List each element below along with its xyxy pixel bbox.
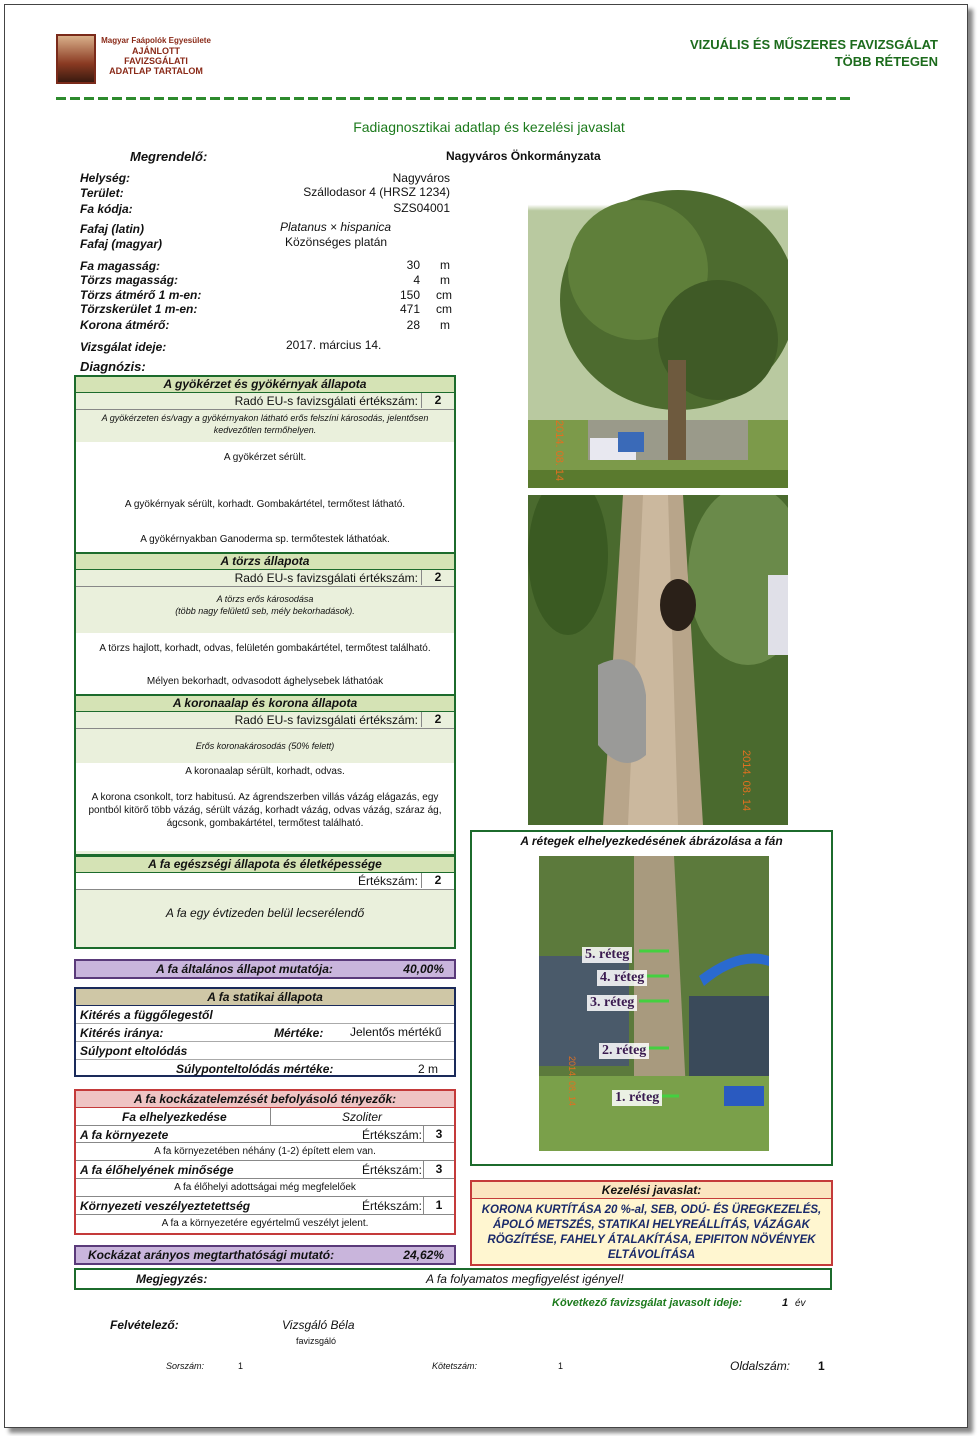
crown-score-row bbox=[76, 712, 454, 729]
risk-position-value: Szoliter bbox=[342, 1110, 383, 1124]
risk-env-text: A fa környezetében néhány (1-2) épített elem van. bbox=[76, 1143, 454, 1161]
helyseg-label: Helység: bbox=[80, 171, 131, 185]
treatment-box bbox=[470, 1180, 833, 1266]
diagnosis-label: Diagnózis: bbox=[80, 359, 146, 374]
ratio-index-value: 24,62% bbox=[403, 1248, 444, 1262]
layer-2-label: 2. réteg bbox=[599, 1043, 649, 1059]
trunk-diam-label: Törzs átmérő 1 m-en: bbox=[80, 288, 202, 302]
terulet-label: Terület: bbox=[80, 186, 124, 200]
footer-sorszam-label: Sorszám: bbox=[166, 1361, 205, 1371]
date-label: Vizsgálat ideje: bbox=[80, 340, 167, 354]
root-section bbox=[74, 375, 456, 555]
risk-position-row bbox=[76, 1108, 454, 1126]
crown-text-2: A korona csonkolt, torz habitusú. Az ágrendszerben villás vázág elágazás, egy pontból kitörő több vázág, sérült vázág, korhadt vázág, odvas vázág, száraz ág, ágcsonk, gombakártétel, termőtest található. bbox=[88, 792, 442, 829]
crown-section bbox=[74, 694, 456, 856]
static-measure-label: Mértéke: bbox=[274, 1026, 324, 1040]
header-divider bbox=[56, 97, 852, 100]
trunk-height-label: Törzs magasság: bbox=[80, 273, 179, 287]
root-score-value: 2 bbox=[421, 393, 454, 408]
next-exam-unit: év bbox=[795, 1298, 806, 1309]
risk-env-row bbox=[76, 1126, 454, 1143]
trunk-text-1: A törzs hajlott, korhadt, odvas, felületén gombakártétel, termőtest található. bbox=[99, 643, 431, 654]
static-cg-label: Súlypont eltolódás bbox=[80, 1044, 188, 1058]
recorder-role: favizsgáló bbox=[296, 1336, 337, 1346]
crown-summary: Erős koronakárosodás (50% felett) bbox=[195, 741, 335, 751]
logo-line2: FAVIZSGÁLATI bbox=[124, 56, 188, 66]
terulet-value: Szállodasor 4 (HRSZ 1234) bbox=[303, 185, 450, 199]
health-heading: A fa egészségi állapota és életképessége bbox=[76, 857, 454, 873]
layers-photo-image bbox=[539, 856, 769, 1151]
trunk-circ-label: Törzskerület 1 m-en: bbox=[80, 302, 198, 316]
next-exam-value: 1 bbox=[782, 1297, 789, 1309]
logo-line1: AJÁNLOTT bbox=[132, 46, 180, 56]
general-index-value: 40,00% bbox=[403, 962, 444, 976]
risk-position-label: Fa elhelyezkedése bbox=[122, 1110, 227, 1124]
crown-text-1: A koronaalap sérült, korhadt, odvas. bbox=[185, 766, 345, 777]
tree-photo-full bbox=[528, 180, 788, 488]
trunk-circ-unit: cm bbox=[436, 302, 452, 316]
crown-details bbox=[76, 763, 454, 851]
root-details bbox=[76, 442, 454, 552]
trunk-score-label: Radó EU-s favizsgálati értékszám: bbox=[234, 571, 418, 585]
magyar-value: Közönséges platán bbox=[285, 235, 388, 249]
static-row-2 bbox=[76, 1024, 454, 1042]
root-text-1: A gyökérzet sérült. bbox=[223, 452, 307, 463]
health-score-value: 2 bbox=[421, 873, 454, 888]
note-label: Megjegyzés: bbox=[136, 1272, 208, 1286]
footer-oldal-value: 1 bbox=[818, 1359, 825, 1373]
trunk-details bbox=[76, 633, 454, 695]
latin-label: Fafaj (latin) bbox=[80, 222, 145, 236]
crown-heading: A koronaalap és korona állapota bbox=[76, 696, 454, 712]
risk-section bbox=[74, 1089, 456, 1235]
logo-line3: ADATLAP TARTALOM bbox=[109, 66, 203, 76]
trunk-diam-value: 150 bbox=[399, 288, 420, 302]
trunk-photo-image bbox=[528, 495, 788, 825]
static-measure-value: Jelentős mértékű bbox=[350, 1025, 442, 1039]
height-value: 30 bbox=[406, 258, 420, 272]
health-section bbox=[74, 855, 456, 949]
static-section bbox=[74, 987, 456, 1077]
static-cg-measure-value: 2 m bbox=[417, 1062, 438, 1076]
health-score-row bbox=[76, 873, 454, 890]
trunk-circ-value: 471 bbox=[399, 302, 420, 316]
layers-heading: A rétegek elhelyezkedésének ábrázolása a fán bbox=[520, 834, 783, 848]
layer-4-label: 4. réteg bbox=[597, 970, 647, 986]
treatment-heading: Kezelési javaslat: bbox=[472, 1182, 831, 1199]
static-row-3 bbox=[76, 1042, 454, 1060]
footer-sorszam-value: 1 bbox=[238, 1361, 244, 1371]
root-heading: A gyökérzet és gyökérnyak állapota bbox=[76, 377, 454, 393]
note-value: A fa folyamatos megfigyelést igényel! bbox=[426, 1272, 624, 1286]
crown-diam-unit: m bbox=[440, 318, 450, 332]
header-line2: TÖBB RÉTEGEN bbox=[834, 54, 938, 69]
general-index-bar bbox=[74, 959, 456, 979]
trunk-summary-2: (több nagy felületű seb, mély bekorhadások). bbox=[175, 606, 355, 616]
risk-habitat-row bbox=[76, 1161, 454, 1179]
footer-oldal-label: Oldalszám: bbox=[730, 1359, 791, 1373]
root-text-2: A gyökérnyak sérült, korhadt. Gombakártétel, termőtest látható. bbox=[124, 499, 406, 510]
kod-label: Fa kódja: bbox=[80, 202, 133, 216]
risk-env-score-label: Értékszám: bbox=[362, 1128, 423, 1142]
risk-danger-row bbox=[76, 1197, 454, 1215]
treatment-text: KORONA KURTÍTÁSA 20 %-al, SEB, ODÚ- ÉS ÜREGKEZELÉS, ÁPOLÓ METSZÉS, STATIKAI HELYREÁLLÍTÁS, VÁZÁGAK RÖGZÍTÉSE, FAHELY ÁTALAKÍTÁSA, EPIFITON NÖVÉNYEK ELTÁVOLÍTÁSA bbox=[481, 1204, 822, 1261]
layer-1-label: 1. réteg bbox=[612, 1090, 662, 1106]
trunk-photo bbox=[528, 495, 788, 825]
risk-position-divider bbox=[270, 1108, 271, 1125]
footer-kotet-label: Kötetszám: bbox=[432, 1361, 478, 1371]
trunk-summary bbox=[76, 587, 454, 633]
tree-photo-full-image bbox=[528, 180, 788, 488]
note-bar bbox=[74, 1268, 832, 1290]
trunk-score-row bbox=[76, 570, 454, 587]
document-title: Fadiagnosztikai adatlap és kezelési javaslat bbox=[353, 119, 625, 135]
health-text: A fa egy évtizeden belül lecserélendő bbox=[165, 906, 365, 920]
logo-text bbox=[96, 36, 216, 76]
risk-habitat-score: 3 bbox=[423, 1161, 454, 1178]
risk-danger-text: A fa a környezetére egyértelmű veszélyt jelent. bbox=[161, 1218, 369, 1229]
risk-env-score: 3 bbox=[423, 1126, 454, 1142]
risk-danger-score-label: Értékszám: bbox=[362, 1199, 423, 1213]
trunk-text-2: Mélyen bekorhadt, odvasodott ághelysebek láthatóak bbox=[146, 676, 384, 687]
risk-habitat-text: A fa élőhelyi adottságai még megfelelőek bbox=[76, 1179, 454, 1197]
root-score-row bbox=[76, 393, 454, 410]
header-line1: VIZUÁLIS ÉS MŰSZERES FAVIZSGÁLAT bbox=[690, 37, 938, 52]
crown-diam-value: 28 bbox=[406, 318, 420, 332]
risk-habitat-score-label: Értékszám: bbox=[362, 1163, 423, 1177]
risk-danger-label: Környezeti veszélyeztetettség bbox=[80, 1199, 251, 1213]
risk-env-label: A fa környezete bbox=[80, 1128, 169, 1142]
recorder-name: Vizsgáló Béla bbox=[282, 1318, 355, 1332]
height-label: Fa magasság: bbox=[80, 259, 161, 273]
next-exam-label: Következő favizsgálat javasolt ideje: bbox=[552, 1297, 743, 1309]
risk-danger-score: 1 bbox=[423, 1197, 454, 1214]
logo-image bbox=[56, 34, 96, 84]
static-row-1 bbox=[76, 1006, 454, 1024]
latin-value: Platanus × hispanica bbox=[280, 220, 392, 234]
footer-kotet-value: 1 bbox=[558, 1361, 564, 1371]
trunk-summary-1: A törzs erős károsodása bbox=[216, 594, 314, 604]
logo-org: Magyar Faápolók Egyesülete bbox=[101, 36, 211, 45]
header-right bbox=[690, 36, 938, 70]
client-value: Nagyváros Önkormányzata bbox=[446, 149, 601, 163]
trunk-section bbox=[74, 552, 456, 696]
general-index-label: A fa általános állapot mutatója: bbox=[156, 962, 333, 976]
static-direction-label: Kitérés iránya: bbox=[80, 1026, 164, 1040]
client-label: Megrendelő: bbox=[130, 149, 208, 164]
layers-figure bbox=[470, 830, 833, 1166]
crown-score-label: Radó EU-s favizsgálati értékszám: bbox=[234, 713, 418, 727]
magyar-label: Fafaj (magyar) bbox=[80, 237, 163, 251]
ratio-index-bar bbox=[74, 1245, 456, 1265]
crown-score-value: 2 bbox=[421, 712, 454, 727]
layer-5-label: 5. réteg bbox=[582, 947, 632, 963]
root-summary: A gyökérzeten és/vagy a gyökérnyakon látható erős felszíni károsodás, jelentősen kedvezőtlen termőhelyen. bbox=[101, 413, 429, 435]
risk-heading: A fa kockázatelemzését befolyásoló tényezők: bbox=[76, 1091, 454, 1108]
date-value: 2017. március 14. bbox=[286, 338, 382, 352]
height-unit: m bbox=[440, 258, 450, 272]
crown-diam-label: Korona átmérő: bbox=[80, 318, 170, 332]
static-deviation-label: Kitérés a függőlegestől bbox=[80, 1008, 213, 1022]
static-heading: A fa statikai állapota bbox=[76, 989, 454, 1006]
root-score-label: Radó EU-s favizsgálati értékszám: bbox=[234, 394, 418, 408]
trunk-height-value: 4 bbox=[413, 273, 420, 287]
trunk-heading: A törzs állapota bbox=[76, 554, 454, 570]
photo-date-1: 2014. 08. 14 bbox=[553, 420, 565, 482]
static-row-4 bbox=[76, 1060, 454, 1076]
trunk-score-value: 2 bbox=[421, 570, 454, 585]
layers-photo bbox=[539, 856, 769, 1151]
static-cg-measure-label: Súlyponteltolódás mértéke: bbox=[176, 1062, 334, 1076]
ratio-index-label: Kockázat arányos megtarthatósági mutató: bbox=[88, 1248, 335, 1262]
recorder-label: Felvételező: bbox=[110, 1318, 179, 1332]
trunk-height-unit: m bbox=[440, 273, 450, 287]
trunk-diam-unit: cm bbox=[436, 288, 452, 302]
kod-value: SZS04001 bbox=[393, 201, 450, 215]
photo-date-3: 2014. 08. 14 bbox=[567, 1056, 577, 1107]
photo-date-2: 2014. 08. 14 bbox=[740, 750, 752, 812]
root-text-3: A gyökérnyakban Ganoderma sp. termőtestek láthatóak. bbox=[140, 534, 390, 545]
health-score-label: Értékszám: bbox=[357, 874, 418, 888]
risk-habitat-label: A fa élőhelyének minősége bbox=[80, 1163, 234, 1177]
layer-3-label: 3. réteg bbox=[587, 995, 637, 1011]
helyseg-value: Nagyváros bbox=[392, 171, 450, 185]
